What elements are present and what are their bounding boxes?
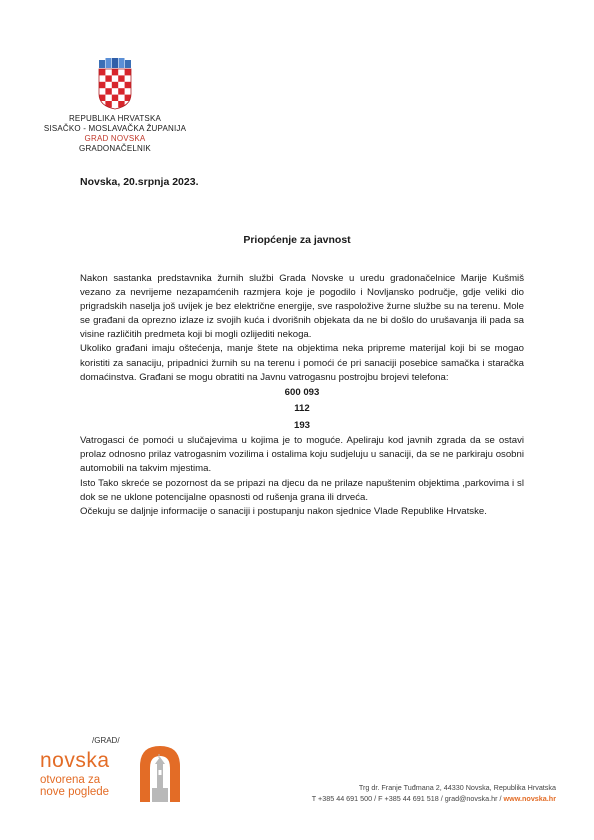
phone-number: 600 093 [284, 386, 320, 398]
paragraph: Ukoliko građani imaju oštećenja, manje štete na objektima neka pripreme materijal koji bi se mogao koristiti za sanaciju, pripadnici žurnih su na terenu i pomoći će pri sanaciji posebice samačka i staračka domaćinstva. Građani se mogu obratiti na Javnu vatrogasnu postrojbu brojevi telefona: [80, 343, 524, 383]
footer-website-link[interactable]: www.novska.hr [503, 794, 556, 803]
novska-logo [40, 736, 190, 806]
document-body [80, 272, 524, 519]
church-arch-icon [138, 744, 182, 802]
phone-number: 193 [293, 419, 310, 431]
paragraph: Vatrogasci će pomoći u slučajevima u kojima je to moguće. Apeliraju kod javnih zgrada da se ostavi prolaz odnosno prilaz vatrogasnim vozilima i ostalima koju sudjeluju u sanaciji, da se ne parkiraju osobni automobili na takvim mjestima. [80, 435, 524, 475]
paragraph: Nakon sastanka predstavnika žurnih službi Grada Novske u uredu gradonačelnice Marije Kušmiš vezano za nevrijeme nezapamćenih razmjera koje je pogodilo i Novljansko područje, gdje veliki dio prigradskih naselja još uvijek je bez električne energije, sve raspoložive žurne službe su na terenu. Mole se građani da oprezno izlaze iz svojih kuća i dvorišnih objekata da ne bi došlo do urušavanja ili pada sa visine različitih predmeta koji bi mogli ozlijediti nekoga. [80, 273, 524, 341]
footer-address: Trg dr. Franje Tuđmana 2, 44330 Novska, Republika Hrvatska [358, 783, 556, 792]
place-date: Novska, 20.srpnja 2023. [80, 176, 199, 188]
logo-grad-label: /GRAD/ [92, 736, 120, 745]
paragraph: Očekuju se daljnje informacije o sanaciji i postupanju nakon sjednice Vlade Republike Hrvatske. [80, 505, 487, 517]
logo-brand: novska [40, 749, 110, 772]
logo-tagline-1: otvorena za [40, 774, 101, 786]
header-office: GRADONAČELNIK [79, 144, 151, 153]
coat-of-arms-icon [98, 58, 132, 110]
paragraph: Isto Tako skreće se pozornost da se pripazi na djecu da ne prilaze napuštenim objektima ,parkovima i sl dok se ne uklone potencijalne opasnosti od rušenja grana ili drveća. [80, 477, 524, 503]
header-city: GRAD NOVSKA [84, 134, 146, 143]
logo-tagline-2: nove poglede [40, 786, 110, 798]
issuer-header [40, 114, 190, 154]
header-republic: REPUBLIKA HRVATSKA [68, 114, 162, 123]
phone-list [80, 385, 524, 435]
footer-contact [236, 782, 556, 804]
footer-contacts: T +385 44 691 500 / F +385 44 691 518 / grad@novska.hr / [311, 794, 502, 803]
document-title: Priopćenje za javnost [243, 234, 351, 246]
footer-contacts-line [236, 793, 556, 804]
header-county: SISAČKO - MOSLAVAČKA ŽUPANIJA [43, 124, 187, 133]
phone-number: 112 [294, 403, 310, 415]
